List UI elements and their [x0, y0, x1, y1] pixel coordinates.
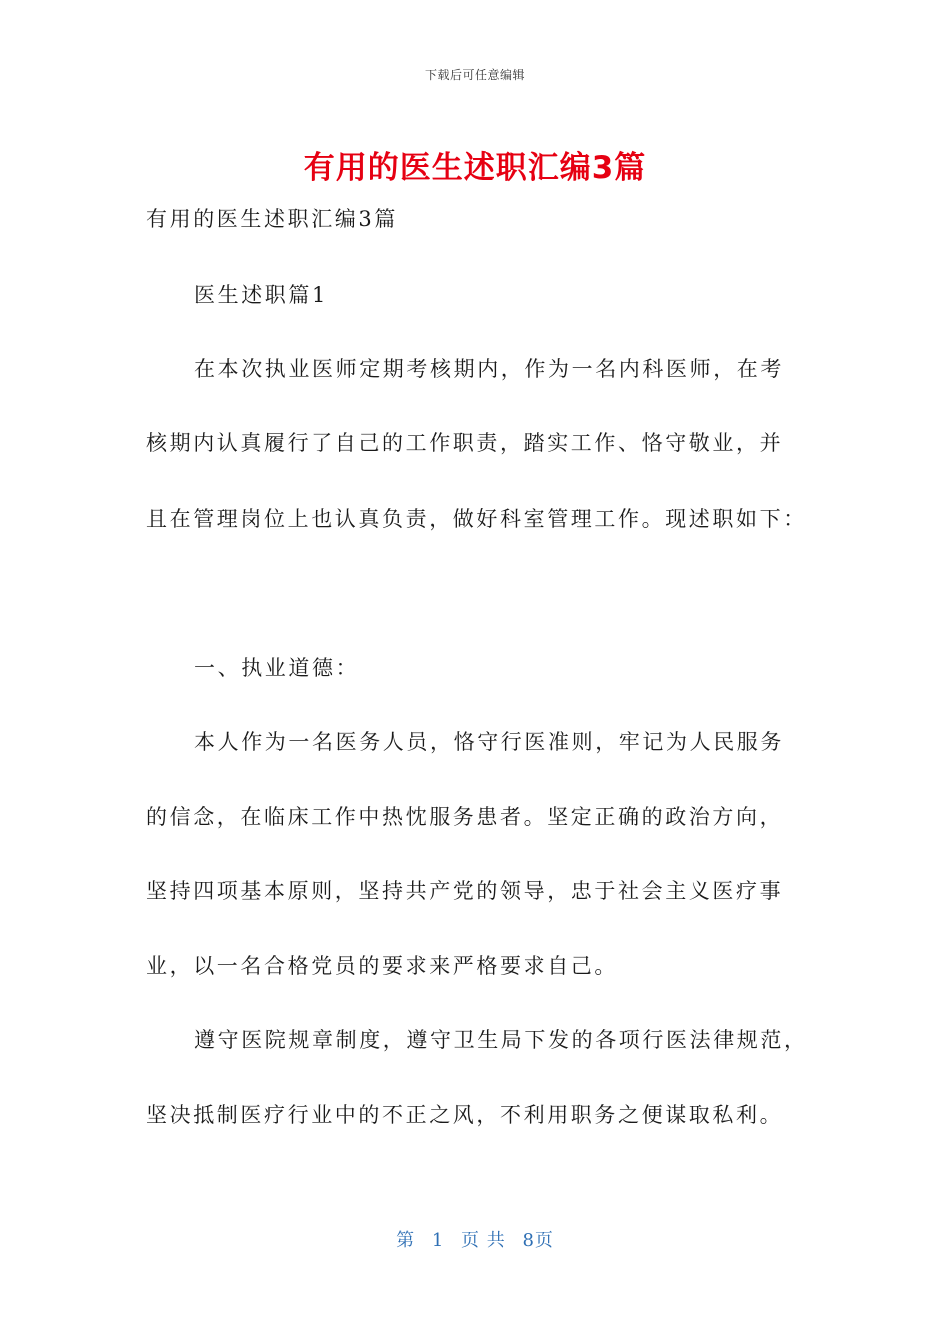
footer-prefix: 第 [396, 1230, 416, 1251]
paragraph-1-line-2: 核期内认真履行了自己的工作职责，踏实工作、恪守敬业，并 [146, 431, 784, 455]
paragraph-2-line-1: 本人作为一名医务人员，恪守行医准则，牢记为人民服务 [194, 730, 784, 754]
paragraph-1-line-1: 在本次执业医师定期考核期内，作为一名内科医师，在考 [194, 357, 784, 381]
paragraph-3-line-1: 遵守医院规章制度，遵守卫生局下发的各项行医法律规范， [194, 1028, 808, 1052]
subtitle-line: 有用的医生述职汇编3篇 [146, 207, 398, 231]
heading-ethics: 一、执业道德： [194, 656, 360, 680]
footer-current-page: 1 [431, 1230, 445, 1251]
paragraph-3-line-2: 坚决抵制医疗行业中的不正之风，不利用职务之便谋取私利。 [146, 1103, 784, 1127]
footer-total: 8页 [522, 1230, 554, 1251]
document-title: 有用的医生述职汇编3篇 [303, 150, 647, 186]
page-footer [0, 1226, 950, 1252]
paragraph-2-line-4: 业，以一名合格党员的要求来严格要求自己。 [146, 954, 618, 978]
paragraph-1-line-3: 且在管理岗位上也认真负责，做好科室管理工作。现述职如下： [146, 507, 807, 531]
paragraph-2-line-2: 的信念，在临床工作中热忱服务患者。坚定正确的政治方向， [146, 805, 784, 829]
section-title: 医生述职篇1 [194, 283, 328, 307]
footer-middle: 页 共 [461, 1230, 506, 1251]
paragraph-2-line-3: 坚持四项基本原则，坚持共产党的领导，忠于社会主义医疗事 [146, 879, 784, 903]
header-note: 下载后可任意编辑 [424, 68, 525, 82]
